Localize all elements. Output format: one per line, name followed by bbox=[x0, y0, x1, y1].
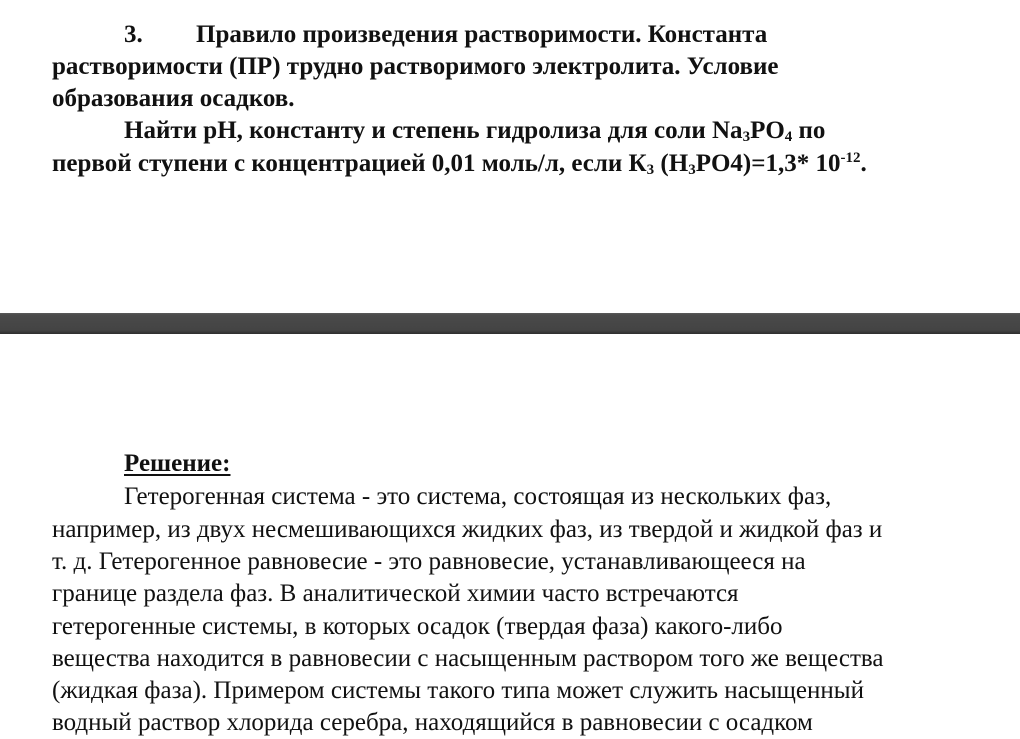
problem-line-1-text-c: по bbox=[792, 117, 826, 144]
problem-line-2-sup: -12 bbox=[840, 150, 861, 166]
problem-line-1-sub-2: 4 bbox=[784, 129, 793, 145]
problem-line-2-text-c: PO4)=1,3* 10 bbox=[695, 150, 841, 177]
problem-line-1-sub-1: 3 bbox=[742, 129, 751, 145]
solution-line: Гетерогенная система - это система, состоящая из нескольких фаз, bbox=[124, 483, 832, 510]
solution-line: вещества находится в равновесии с насыщенным раствором того же вещества bbox=[52, 645, 884, 672]
task-title-line bbox=[124, 19, 1020, 51]
solution-line: водный раствор хлорида серебра, находящийся в равновесии с осадком bbox=[52, 709, 813, 736]
problem-line-2-sub-2: 3 bbox=[688, 162, 696, 178]
solution-line: гетерогенные системы, в которых осадок (твердая фаза) какого-либо bbox=[52, 613, 783, 640]
solution-line: например, из двух несмешивающихся жидких фаз, из твердой и жидкой фаз и bbox=[52, 516, 883, 543]
task-number: 3. bbox=[124, 21, 143, 48]
problem-line-2-text-a: первой ступени с концентрацией 0,01 моль/л, если К bbox=[52, 150, 647, 177]
problem-line-2-text-d: . bbox=[860, 150, 867, 177]
problem-line-2-text-b: (H bbox=[654, 150, 689, 177]
problem-line-1 bbox=[124, 115, 1020, 147]
task-topic-line-3: образования осадков. bbox=[52, 85, 295, 112]
solution-heading: Решение: bbox=[124, 450, 231, 477]
page-break-divider bbox=[0, 313, 1020, 334]
problem-line-1-text-b: PO bbox=[750, 117, 785, 144]
problem-line-2 bbox=[52, 148, 1002, 180]
task-topic-line-1: Правило произведения растворимости. Константа bbox=[196, 21, 768, 48]
task-topic-line-2: растворимости (ПР) трудно растворимого электролита. Условие bbox=[52, 53, 779, 80]
solution-line: (жидкая фаза). Примером системы такого типа может служить насыщенный bbox=[52, 677, 864, 704]
problem-line-1-text-a: Найти рН, константу и степень гидролиза для соли Na bbox=[124, 117, 743, 144]
problem-line-2-sub-1: 3 bbox=[646, 162, 655, 178]
solution-line: т. д. Гетерогенное равновесие - это равновесие, устанавливающееся на bbox=[52, 548, 806, 575]
solution-line: границе раздела фаз. В аналитической химии часто встречаются bbox=[52, 580, 739, 607]
page-bottom bbox=[0, 334, 1020, 738]
page-top bbox=[0, 0, 1020, 313]
